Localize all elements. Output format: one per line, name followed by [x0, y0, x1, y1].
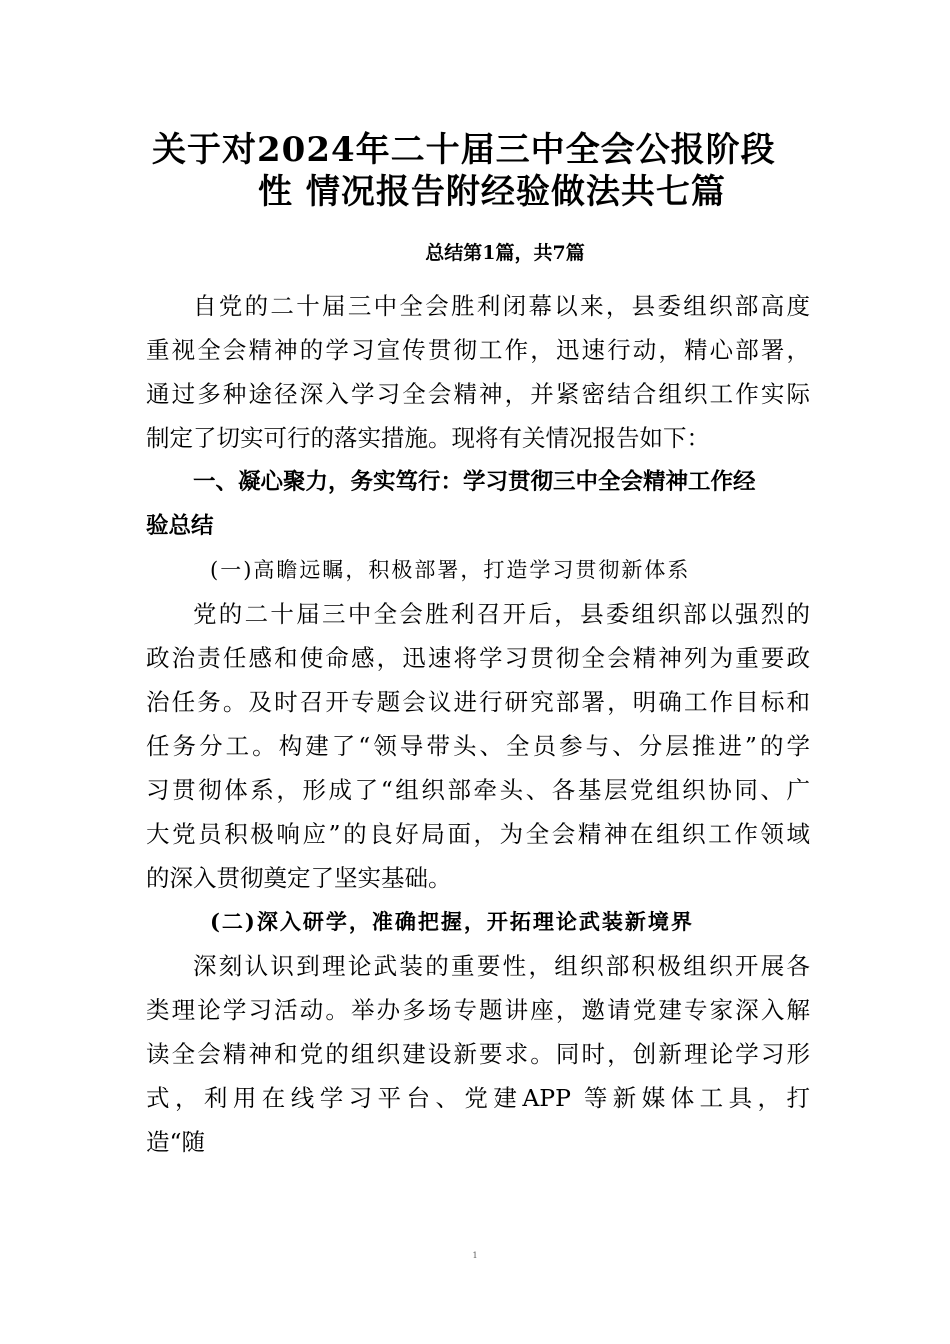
subsection-1-heading: (一)高瞻远瞩，积极部署，打造学习贯彻新体系	[210, 558, 691, 582]
intro-line: 通过多种途径深入学习全会精神，并紧密结合组织工作实际	[146, 380, 810, 408]
paragraph-line: 党的二十届三中全会胜利召开后，县委组织部以强烈的	[193, 600, 810, 628]
paragraph-line: 深刻认识到理论武装的重要性，组织部积极组织开展各	[193, 952, 810, 980]
paragraph-line: 任务分工。构建了“领导带头、全员参与、分层推进”的学	[146, 732, 810, 760]
subsection-2-heading: (二)深入研学，准确把握，开拓理论武装新境界	[210, 909, 694, 934]
intro-line: 制定了切实可行的落实措施。现将有关情况报告如下：	[146, 424, 710, 452]
page-number: 1	[472, 1251, 478, 1260]
document-body	[146, 284, 810, 1164]
section-1-heading-cont: 验总结	[146, 513, 214, 539]
paragraph-line: 的深入贯彻奠定了坚实基础。	[146, 864, 452, 892]
paragraph-line: 大党员积极响应”的良好局面，为全会精神在组织工作领域	[146, 820, 810, 848]
paragraph-line: 习贯彻体系，形成了“组织部牵头、各基层党组织协同、广	[146, 776, 810, 804]
section-1-heading: 一、凝心聚力，务实笃行：学习贯彻三中全会精神工作经	[193, 469, 756, 495]
paragraph-line: 治任务。及时召开专题会议进行研究部署，明确工作目标和	[146, 688, 810, 716]
paragraph-line: 造“随	[146, 1128, 206, 1156]
paragraph-line: 式，利用在线学习平台、党建APP 等新媒体工具，打	[146, 1084, 810, 1112]
paragraph-line: 读全会精神和党的组织建设新要求。同时，创新理论学习形	[146, 1040, 810, 1068]
document-title-line-1: 关于对2024年二十届三中全会公报阶段	[152, 130, 776, 170]
paragraph-line: 类理论学习活动。举办多场专题讲座，邀请党建专家深入解	[146, 996, 810, 1024]
paragraph-line: 政治责任感和使命感，迅速将学习贯彻全会精神列为重要政	[146, 644, 810, 672]
intro-line: 重视全会精神的学习宣传贯彻工作，迅速行动，精心部署，	[146, 336, 810, 364]
document-subtitle: 总结第1篇，共7篇	[425, 242, 585, 264]
document-title-line-2: 性 情况报告附经验做法共七篇	[258, 172, 726, 212]
intro-line: 自党的二十届三中全会胜利闭幕以来，县委组织部高度	[193, 292, 810, 320]
